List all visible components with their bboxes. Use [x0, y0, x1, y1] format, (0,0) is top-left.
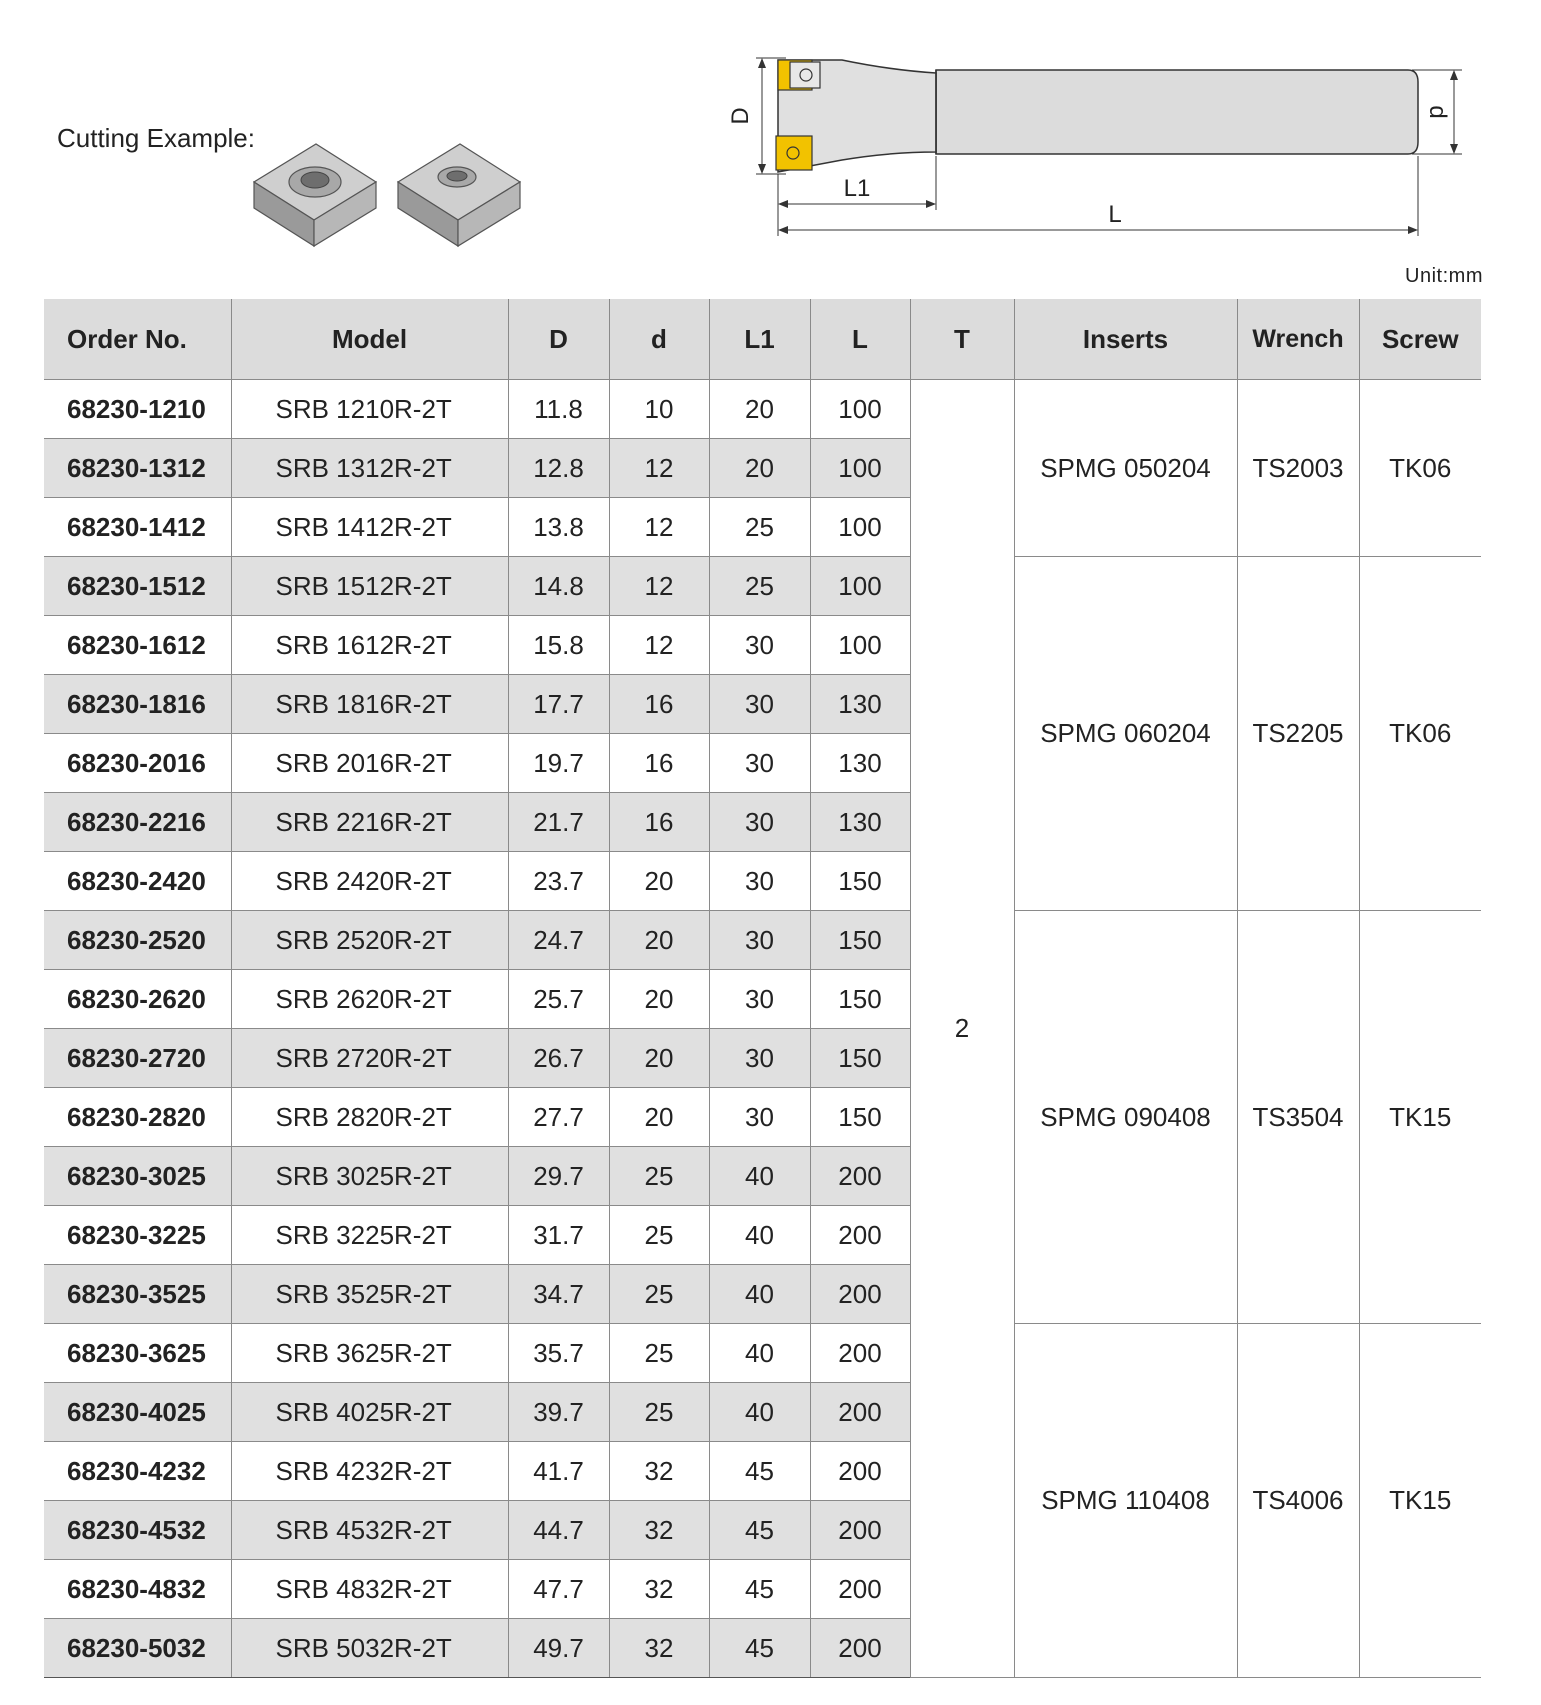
model-cell: SRB 3525R-2T	[231, 1265, 508, 1324]
dim-label-L1: L1	[843, 175, 871, 202]
D-cell: 23.7	[508, 852, 609, 911]
L1-cell: 30	[709, 852, 810, 911]
D-cell: 12.8	[508, 439, 609, 498]
order-no-cell: 68230-1612	[44, 616, 231, 675]
order-no-cell: 68230-1210	[44, 380, 231, 439]
d-cell: 16	[609, 734, 709, 793]
D-cell: 31.7	[508, 1206, 609, 1265]
L-cell: 200	[810, 1265, 910, 1324]
header-d: d	[609, 299, 709, 380]
d-cell: 25	[609, 1206, 709, 1265]
cutting-example-label: Cutting Example:	[57, 123, 255, 153]
L-cell: 100	[810, 439, 910, 498]
order-no-cell: 68230-3025	[44, 1147, 231, 1206]
L1-cell: 20	[709, 439, 810, 498]
d-cell: 32	[609, 1560, 709, 1619]
order-no-cell: 68230-4832	[44, 1560, 231, 1619]
d-cell: 25	[609, 1324, 709, 1383]
L1-cell: 40	[709, 1206, 810, 1265]
order-no-cell: 68230-1312	[44, 439, 231, 498]
L1-cell: 40	[709, 1324, 810, 1383]
L-cell: 130	[810, 675, 910, 734]
order-no-cell: 68230-3225	[44, 1206, 231, 1265]
L-cell: 200	[810, 1383, 910, 1442]
model-cell: SRB 2016R-2T	[231, 734, 508, 793]
L1-cell: 45	[709, 1501, 810, 1560]
L-cell: 150	[810, 970, 910, 1029]
L-cell: 200	[810, 1324, 910, 1383]
shank-shape	[936, 70, 1418, 154]
order-no-cell: 68230-2620	[44, 970, 231, 1029]
inserts-cell: SPMG 110408	[1014, 1324, 1237, 1678]
model-cell: SRB 2620R-2T	[231, 970, 508, 1029]
header-T: T	[910, 299, 1014, 380]
d-cell: 16	[609, 793, 709, 852]
L1-cell: 30	[709, 734, 810, 793]
model-cell: SRB 2820R-2T	[231, 1088, 508, 1147]
D-cell: 26.7	[508, 1029, 609, 1088]
order-no-cell: 68230-2420	[44, 852, 231, 911]
L1-cell: 45	[709, 1619, 810, 1678]
L-cell: 150	[810, 1088, 910, 1147]
L1-cell: 30	[709, 675, 810, 734]
d-cell: 16	[609, 675, 709, 734]
D-cell: 27.7	[508, 1088, 609, 1147]
L1-cell: 25	[709, 498, 810, 557]
model-cell: SRB 3625R-2T	[231, 1324, 508, 1383]
D-cell: 21.7	[508, 793, 609, 852]
model-cell: SRB 3025R-2T	[231, 1147, 508, 1206]
L-cell: 100	[810, 557, 910, 616]
D-cell: 24.7	[508, 911, 609, 970]
D-cell: 15.8	[508, 616, 609, 675]
order-no-cell: 68230-2216	[44, 793, 231, 852]
L1-cell: 40	[709, 1147, 810, 1206]
table-row	[44, 1324, 1481, 1383]
dim-label-D: D	[727, 107, 754, 125]
d-cell: 20	[609, 852, 709, 911]
D-cell: 41.7	[508, 1442, 609, 1501]
table-row	[44, 380, 1481, 439]
L1-cell: 30	[709, 793, 810, 852]
model-cell: SRB 4232R-2T	[231, 1442, 508, 1501]
order-no-cell: 68230-1512	[44, 557, 231, 616]
header-L1: L1	[709, 299, 810, 380]
L1-cell: 25	[709, 557, 810, 616]
order-no-cell: 68230-4232	[44, 1442, 231, 1501]
screw-cell: TK06	[1359, 380, 1481, 557]
model-cell: SRB 1312R-2T	[231, 439, 508, 498]
T-cell: 2	[910, 380, 1014, 1678]
insert-illustration-2	[396, 140, 524, 248]
order-no-cell: 68230-4025	[44, 1383, 231, 1442]
model-cell: SRB 3225R-2T	[231, 1206, 508, 1265]
L1-cell: 30	[709, 1029, 810, 1088]
wrench-cell: TS4006	[1237, 1324, 1359, 1678]
header-model: Model	[231, 299, 508, 380]
L-cell: 100	[810, 616, 910, 675]
L-cell: 200	[810, 1560, 910, 1619]
order-no-cell: 68230-2016	[44, 734, 231, 793]
d-cell: 12	[609, 498, 709, 557]
L-cell: 200	[810, 1206, 910, 1265]
model-cell: SRB 1512R-2T	[231, 557, 508, 616]
D-cell: 11.8	[508, 380, 609, 439]
wrench-cell: TS3504	[1237, 911, 1359, 1324]
d-cell: 32	[609, 1501, 709, 1560]
L-cell: 150	[810, 911, 910, 970]
order-no-cell: 68230-3625	[44, 1324, 231, 1383]
model-cell: SRB 1816R-2T	[231, 675, 508, 734]
D-cell: 14.8	[508, 557, 609, 616]
model-cell: SRB 4532R-2T	[231, 1501, 508, 1560]
D-cell: 13.8	[508, 498, 609, 557]
d-cell: 20	[609, 911, 709, 970]
L-cell: 200	[810, 1147, 910, 1206]
screw-cell: TK06	[1359, 557, 1481, 911]
insert-illustration-1	[252, 140, 380, 248]
model-cell: SRB 2216R-2T	[231, 793, 508, 852]
order-no-cell: 68230-3525	[44, 1265, 231, 1324]
L1-cell: 30	[709, 1088, 810, 1147]
d-cell: 25	[609, 1383, 709, 1442]
L1-cell: 40	[709, 1265, 810, 1324]
d-cell: 20	[609, 1029, 709, 1088]
model-cell: SRB 2520R-2T	[231, 911, 508, 970]
header-inserts: Inserts	[1014, 299, 1237, 380]
insert-bottom	[776, 136, 812, 170]
D-cell: 44.7	[508, 1501, 609, 1560]
header-wrench: Wrench	[1237, 299, 1359, 380]
table-header-row	[44, 299, 1481, 380]
header-order-no: Order No.	[44, 299, 231, 380]
model-cell: SRB 2720R-2T	[231, 1029, 508, 1088]
L-cell: 200	[810, 1619, 910, 1678]
order-no-cell: 68230-4532	[44, 1501, 231, 1560]
L1-cell: 45	[709, 1442, 810, 1501]
order-no-cell: 68230-2520	[44, 911, 231, 970]
model-cell: SRB 1612R-2T	[231, 616, 508, 675]
table-row	[44, 557, 1481, 616]
order-no-cell: 68230-2720	[44, 1029, 231, 1088]
screw-cell: TK15	[1359, 911, 1481, 1324]
d-cell: 20	[609, 970, 709, 1029]
dim-label-d: d	[1424, 105, 1451, 119]
d-cell: 12	[609, 616, 709, 675]
wrench-cell: TS2003	[1237, 380, 1359, 557]
model-cell: SRB 1210R-2T	[231, 380, 508, 439]
D-cell: 29.7	[508, 1147, 609, 1206]
L-cell: 200	[810, 1442, 910, 1501]
header-screw: Screw	[1359, 299, 1481, 380]
wrench-cell: TS2205	[1237, 557, 1359, 911]
d-cell: 25	[609, 1147, 709, 1206]
order-no-cell: 68230-5032	[44, 1619, 231, 1678]
D-cell: 49.7	[508, 1619, 609, 1678]
specification-table	[44, 299, 1481, 1678]
d-cell: 12	[609, 557, 709, 616]
D-cell: 35.7	[508, 1324, 609, 1383]
header-L: L	[810, 299, 910, 380]
dim-label-L: L	[1108, 201, 1122, 228]
header-D: D	[508, 299, 609, 380]
L-cell: 100	[810, 380, 910, 439]
L-cell: 130	[810, 734, 910, 793]
L-cell: 130	[810, 793, 910, 852]
model-cell: SRB 2420R-2T	[231, 852, 508, 911]
d-cell: 32	[609, 1619, 709, 1678]
d-cell: 10	[609, 380, 709, 439]
end-mill-dimension-diagram	[690, 40, 1470, 240]
D-cell: 47.7	[508, 1560, 609, 1619]
model-cell: SRB 4025R-2T	[231, 1383, 508, 1442]
inserts-cell: SPMG 090408	[1014, 911, 1237, 1324]
order-no-cell: 68230-1816	[44, 675, 231, 734]
D-cell: 25.7	[508, 970, 609, 1029]
screw-cell: TK15	[1359, 1324, 1481, 1678]
D-cell: 17.7	[508, 675, 609, 734]
L-cell: 200	[810, 1501, 910, 1560]
d-cell: 20	[609, 1088, 709, 1147]
D-cell: 39.7	[508, 1383, 609, 1442]
L1-cell: 40	[709, 1383, 810, 1442]
L-cell: 150	[810, 1029, 910, 1088]
L1-cell: 30	[709, 616, 810, 675]
model-cell: SRB 5032R-2T	[231, 1619, 508, 1678]
L1-cell: 30	[709, 970, 810, 1029]
table-row	[44, 911, 1481, 970]
D-cell: 19.7	[508, 734, 609, 793]
d-cell: 32	[609, 1442, 709, 1501]
L-cell: 100	[810, 498, 910, 557]
model-cell: SRB 1412R-2T	[231, 498, 508, 557]
d-cell: 12	[609, 439, 709, 498]
model-cell: SRB 4832R-2T	[231, 1560, 508, 1619]
inserts-cell: SPMG 050204	[1014, 380, 1237, 557]
L1-cell: 30	[709, 911, 810, 970]
L1-cell: 45	[709, 1560, 810, 1619]
L-cell: 150	[810, 852, 910, 911]
L1-cell: 20	[709, 380, 810, 439]
order-no-cell: 68230-1412	[44, 498, 231, 557]
d-cell: 25	[609, 1265, 709, 1324]
order-no-cell: 68230-2820	[44, 1088, 231, 1147]
inserts-cell: SPMG 060204	[1014, 557, 1237, 911]
D-cell: 34.7	[508, 1265, 609, 1324]
unit-label: Unit:mm	[1405, 265, 1483, 287]
